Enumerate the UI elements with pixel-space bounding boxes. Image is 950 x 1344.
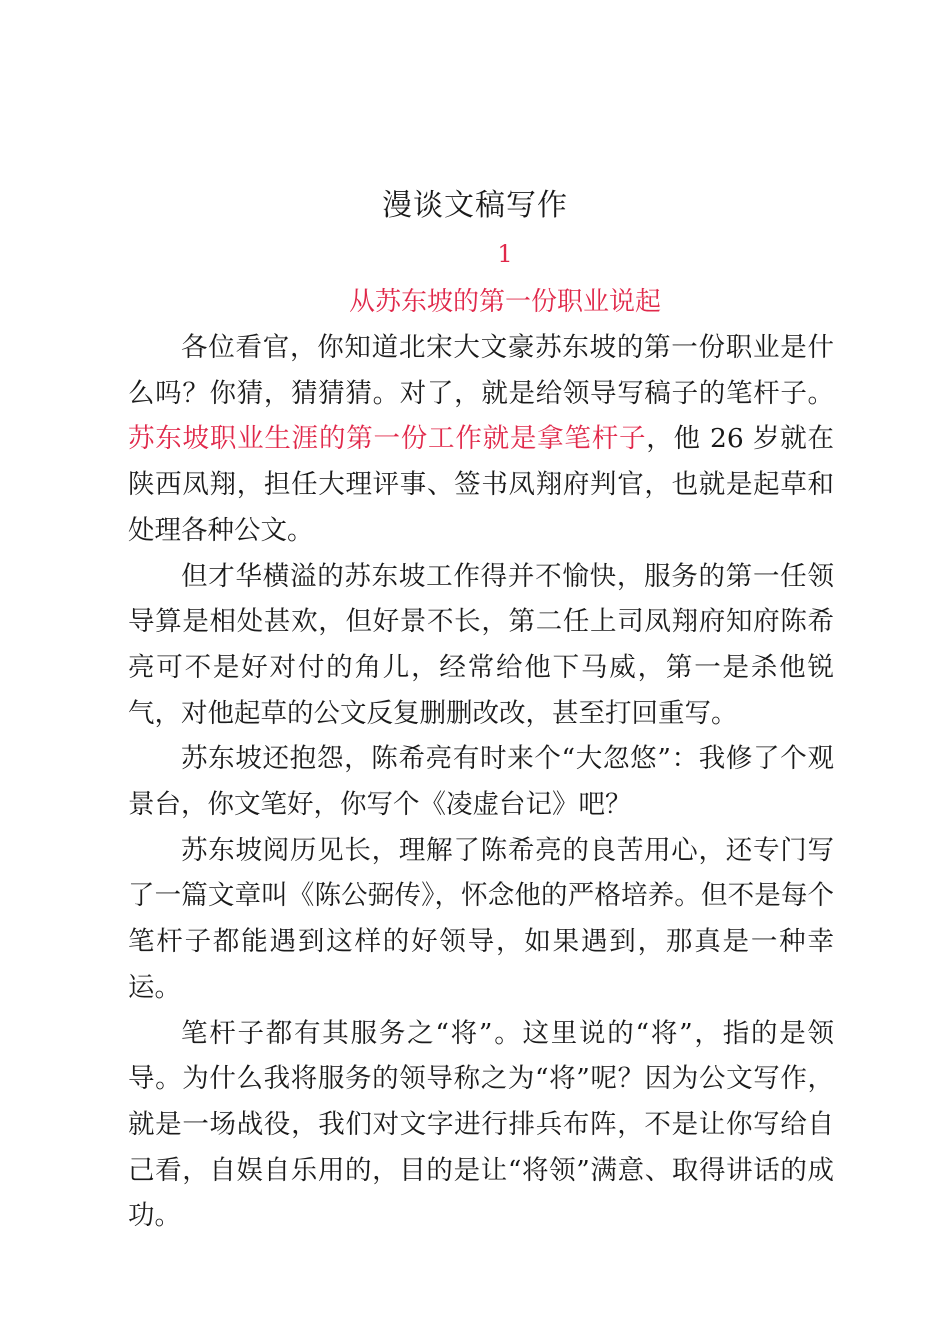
- paragraph-4: 苏东坡阅历见长，理解了陈希亮的良苦用心，还专门写了一篇文章叫《陈公弼传》，怀念他的严格培养。但不是每个笔杆子都能遇到这样的好领导，如果遇到，那真是一种幸运。: [128, 834, 834, 1003]
- chapter-number: 1: [497, 240, 513, 268]
- paragraph-1-rest: ，他 26 岁就在陕西凤翔，担任大理评事、签书凤翔府判官，也就是起草和处理各种公文。: [128, 423, 834, 546]
- paragraph-3: 苏东坡还抱怨，陈希亮有时来个“大忽悠”：我修了个观景台，你文笔好，你写个《凌虚台记》吧？: [128, 743, 834, 821]
- paragraph-2: 但才华横溢的苏东坡工作得并不愉快，服务的第一任领导算是相处甚欢，但好景不长，第二任上司凤翔府知府陈希亮可不是好对付的角儿，经常给他下马威，第一是杀他锐气，对他起草的公文反复删删改改，甚至打回重写。: [128, 560, 834, 729]
- paragraph-1-intro: 各位看官，你知道北宋大文豪苏东坡的第一份职业是什么吗？你猜，猜猜猜。对了，就是给领导写稿子的笔杆子。: [128, 332, 834, 409]
- document-title: 漫谈文稿写作: [382, 188, 568, 223]
- paragraph-1-highlight: 苏东坡职业生涯的第一份工作就是拿笔杆子: [128, 423, 647, 455]
- chapter-title: 从苏东坡的第一份职业说起: [348, 287, 661, 317]
- body-text: [128, 325, 834, 1239]
- paragraph-1: [128, 325, 834, 554]
- paragraph-5: 笔杆子都有其服务之“将”。这里说的“将”，指的是领导。为什么我将服务的领导称之为“将”呢？因为公文写作，就是一场战役，我们对文字进行排兵布阵，不是让你写给自己看，自娱自乐用的，目的是让“将领”满意、取得讲话的成功。: [128, 1017, 834, 1232]
